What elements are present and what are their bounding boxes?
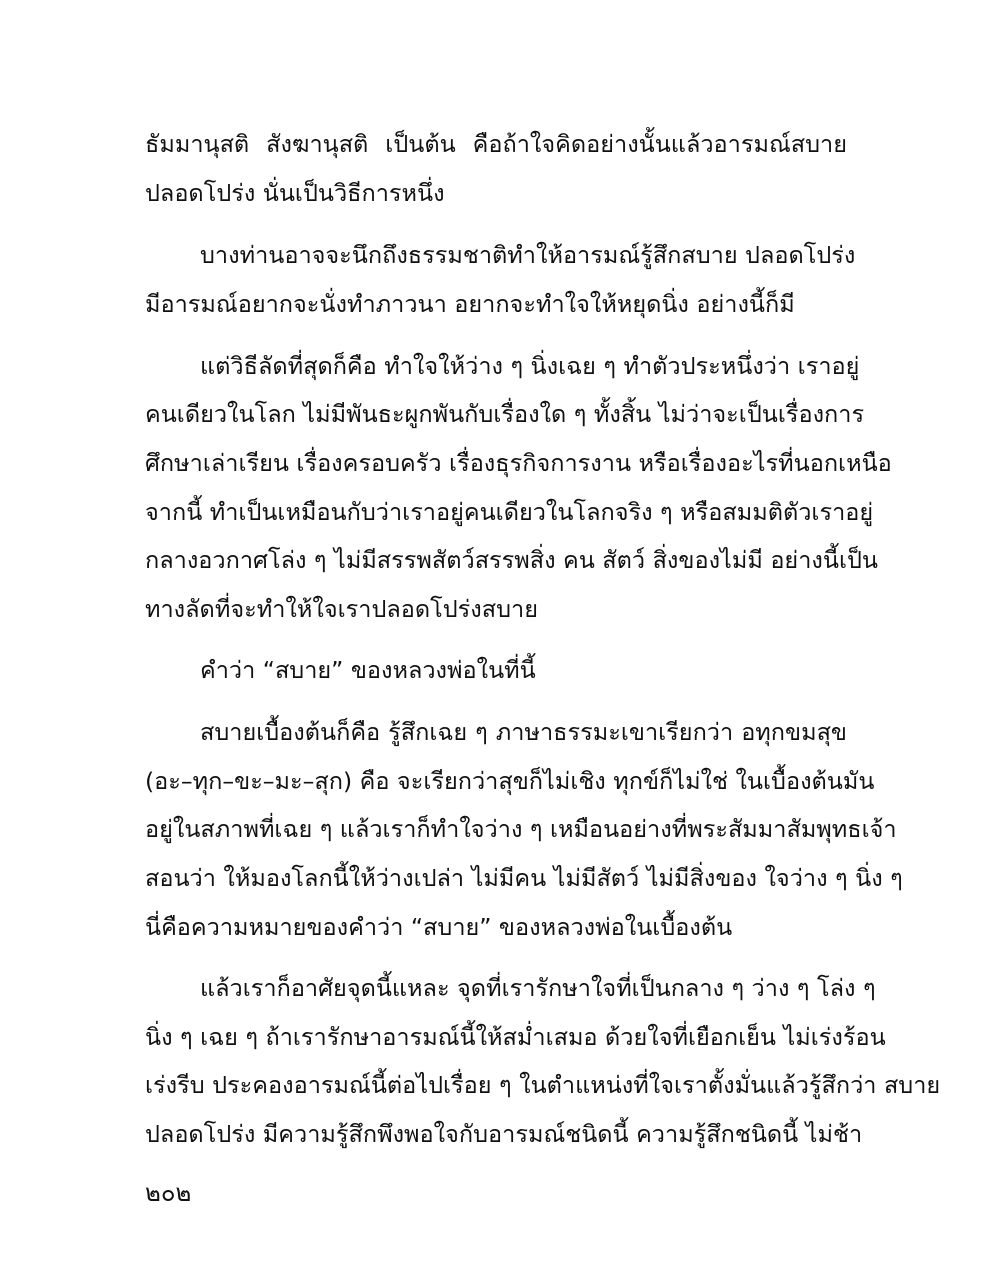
text-line: อยู่ในสภาพที่เฉย ๆ แล้วเราก็ทำใจว่าง ๆ เหมือนอย่างที่พระสัมมาสัมพุทธเจ้า: [145, 815, 897, 843]
text-line: จากนี้ ทำเป็นเหมือนกับว่าเราอยู่คนเดียวในโลกจริง ๆ หรือสมมติตัวเราอยู่: [145, 498, 874, 526]
text-line: ทางลัดที่จะทำให้ใจเราปลอดโปร่งสบาย: [145, 595, 539, 623]
text-line: ศึกษาเล่าเรียน เรื่องครอบครัว เรื่องธุรกิจการงาน หรือเรื่องอะไรที่นอกเหนือ: [145, 449, 892, 477]
text-line: ปลอดโปร่ง นั่นเป็นวิธีการหนึ่ง: [145, 179, 445, 207]
text-line: กลางอวกาศโล่ง ๆ ไม่มีสรรพสัตว์สรรพสิ่ง คน สัตว์ สิ่งของไม่มี อย่างนี้เป็น: [145, 546, 878, 574]
text-line: แล้วเราก็อาศัยจุดนี้แหละ จุดที่เรารักษาใจที่เป็นกลาง ๆ ว่าง ๆ โล่ง ๆ: [200, 974, 876, 1002]
text-line: คนเดียวในโลก ไม่มีพันธะผูกพันกับเรื่องใด ๆ ทั้งสิ้น ไม่ว่าจะเป็นเรื่องการ: [145, 400, 865, 428]
text-line: สอนว่า ให้มองโลกนี้ให้ว่างเปล่า ไม่มีคน ไม่มีสัตว์ ไม่มีสิ่งของ ใจว่าง ๆ นิ่ง ๆ: [145, 864, 903, 892]
text-line: แต่วิธีลัดที่สุดก็คือ ทำใจให้ว่าง ๆ นิ่งเฉย ๆ ทำตัวประหนึ่งว่า เราอยู่: [200, 352, 860, 380]
text-line: (อะ–ทุก–ขะ–มะ–สุก) คือ จะเรียกว่าสุขก็ไม่เชิง ทุกข์ก็ไม่ใช่ ในเบื้องต้นมัน: [145, 767, 875, 795]
text-line: บางท่านอาจจะนึกถึงธรรมชาติทำให้อารมณ์รู้สึกสบาย ปลอดโปร่ง: [200, 241, 856, 269]
page-number: ๒๐๒: [145, 1179, 192, 1207]
text-line: สบายเบื้องต้นก็คือ รู้สึกเฉย ๆ ภาษาธรรมะเขาเรียกว่า อทุกขมสุข: [200, 718, 847, 746]
text-line: นิ่ง ๆ เฉย ๆ ถ้าเรารักษาอารมณ์นี้ให้สม่ำเสมอ ด้วยใจที่เยือกเย็น ไม่เร่งร้อน: [145, 1023, 886, 1051]
text-line: คำว่า “สบาย” ของหลวงพ่อในที่นี้: [200, 656, 536, 684]
text-line: เร่งรีบ ประคองอารมณ์นี้ต่อไปเรื่อย ๆ ในตำแหน่งที่ใจเราตั้งมั่นแล้วรู้สึกว่า สบาย: [145, 1071, 941, 1099]
text-line: นี่คือความหมายของคำว่า “สบาย” ของหลวงพ่อในเบื้องต้น: [145, 913, 733, 941]
text-line: ธัมมานุสติ สังฆานุสติ เป็นต้น คือถ้าใจคิดอย่างนั้นแล้วอารมณ์สบาย: [145, 130, 847, 158]
text-line: ปลอดโปร่ง มีความรู้สึกพึงพอใจกับอารมณ์ชนิดนี้ ความรู้สึกชนิดนี้ ไม่ช้า: [145, 1120, 863, 1148]
text-line: มีอารมณ์อยากจะนั่งทำภาวนา อยากจะทำใจให้หยุดนิ่ง อย่างนี้ก็มี: [145, 290, 795, 318]
